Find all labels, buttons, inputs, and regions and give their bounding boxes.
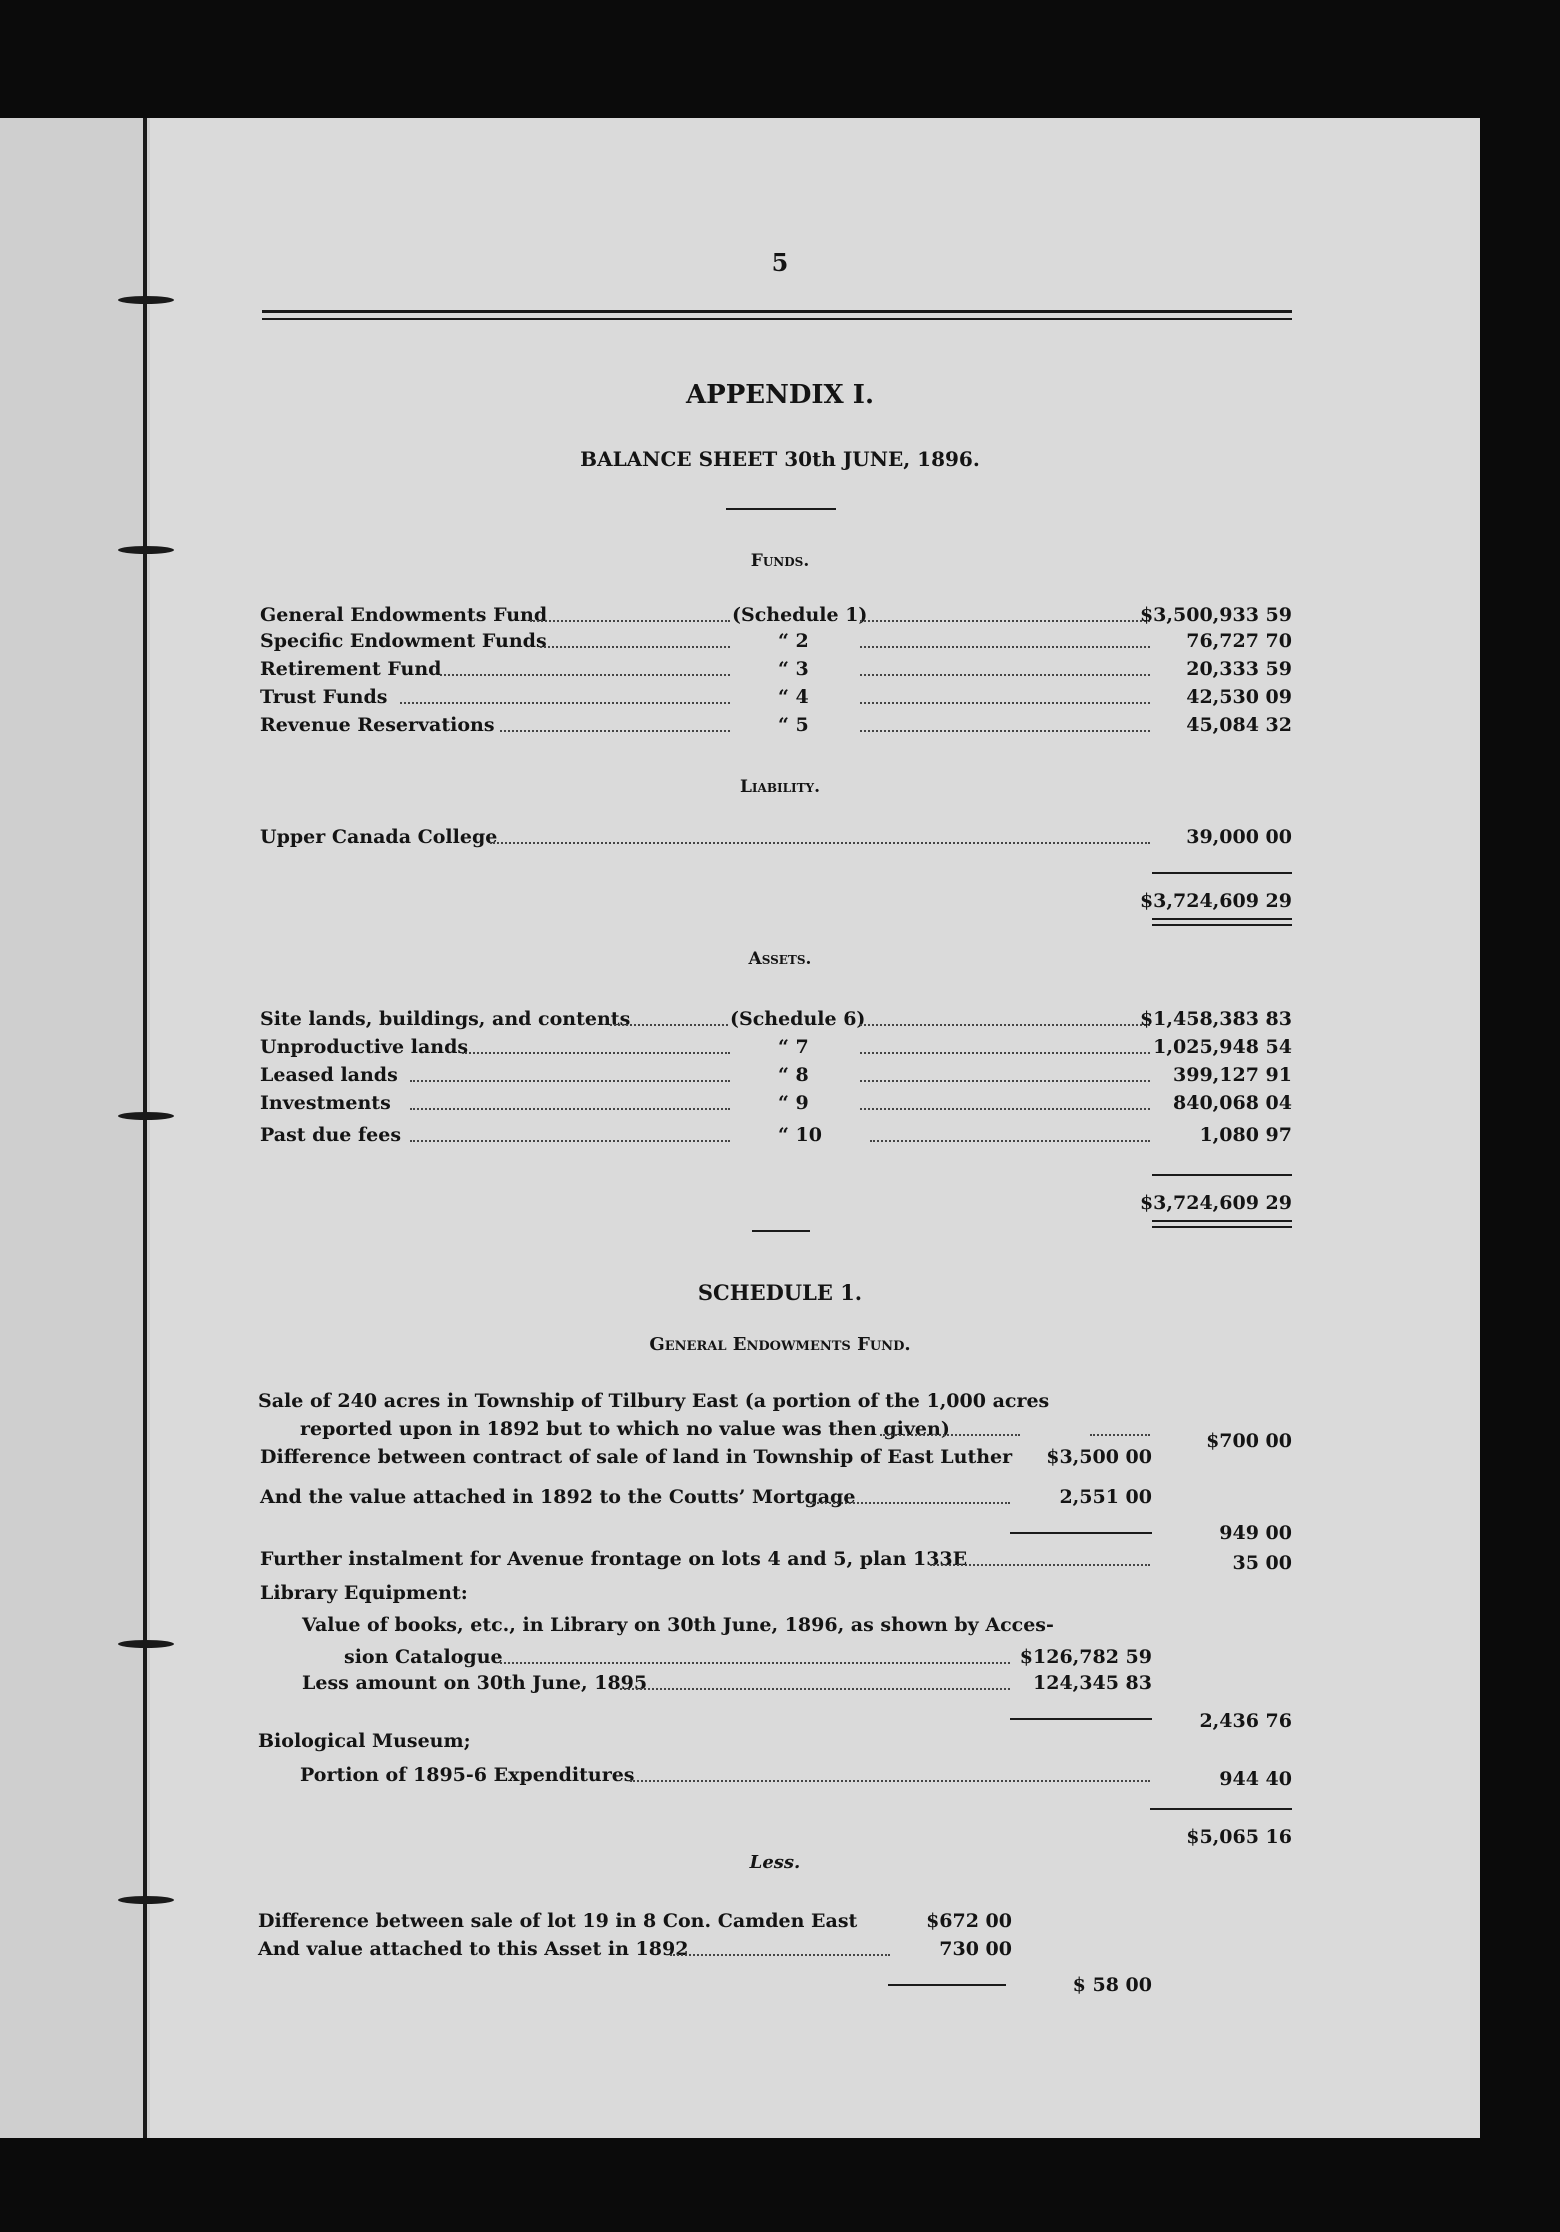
library-amount1: $126,782 59: [1019, 1646, 1152, 1668]
assets-row-label: Leased lands: [260, 1064, 398, 1086]
less-line2: And value attached to this Asset in 1892: [258, 1938, 689, 1960]
assets-row-label: Investments: [260, 1092, 391, 1114]
sum-rule: [1152, 1174, 1292, 1176]
schedule1-line1b: reported upon in 1892 but to which no value was then given): [300, 1418, 950, 1440]
assets-row-label: Unproductive lands: [260, 1036, 469, 1058]
sum-rule: [1152, 872, 1292, 874]
funds-row-amount: 76,727 70: [1186, 630, 1292, 652]
dot-leader: [630, 1780, 1150, 1782]
assets-row-schedule: “ 8: [778, 1064, 809, 1086]
sum-rule: [888, 1984, 1006, 1986]
dot-leader: [410, 1140, 730, 1142]
assets-row-label: Site lands, buildings, and contents: [260, 1008, 631, 1030]
sum-rule: [1150, 1808, 1292, 1810]
library-line3: Less amount on 30th June, 1895: [302, 1672, 648, 1694]
dot-leader: [810, 1502, 1010, 1504]
less-heading: Less.: [749, 1852, 801, 1873]
dot-leader: [440, 674, 730, 676]
assets-total: $3,724,609 29: [1139, 1192, 1292, 1214]
funds-row-amount: $3,500,933 59: [1139, 604, 1292, 626]
funds-row-amount: 20,333 59: [1186, 658, 1292, 680]
dot-leader: [610, 1024, 728, 1026]
header-rule: [262, 318, 1292, 320]
library-line2: sion Catalogue: [344, 1646, 503, 1668]
assets-row-schedule: “ 9: [778, 1092, 809, 1114]
schedule1-line2-amount: $3,500 00: [1046, 1446, 1152, 1468]
dot-leader: [540, 646, 730, 648]
less-line1: Difference between sale of lot 19 in 8 Con. Camden East: [258, 1910, 858, 1932]
schedule1-subtitle: General Endowments Fund.: [649, 1334, 911, 1355]
dot-leader: [490, 842, 1150, 844]
dot-leader: [462, 1052, 730, 1054]
binding-mark: [118, 296, 174, 304]
sum-rule: [1010, 1718, 1152, 1720]
library-line1: Value of books, etc., in Library on 30th June, 1896, as shown by Acces-: [302, 1614, 1054, 1636]
funds-row-label: Trust Funds: [260, 686, 388, 708]
library-amount2: 124,345 83: [1033, 1672, 1152, 1694]
schedule1-line3: And the value attached in 1892 to the Coutts’ Mortgage: [260, 1486, 856, 1508]
museum-line: Portion of 1895-6 Expenditures: [300, 1764, 635, 1786]
museum-heading: Biological Museum;: [258, 1730, 471, 1752]
assets-row-amount: 399,127 91: [1173, 1064, 1292, 1086]
schedule1-line1a: Sale of 240 acres in Township of Tilbury East (a portion of the 1,000 acres: [258, 1390, 1050, 1412]
balance-sheet-title: BALANCE SHEET 30th JUNE, 1896.: [580, 447, 980, 471]
funds-row-label: General Endowments Fund: [260, 604, 548, 626]
funds-row-schedule: “ 4: [778, 686, 809, 708]
dot-leader: [620, 1688, 1010, 1690]
dot-leader: [930, 1564, 1150, 1566]
binding-mark: [118, 1896, 174, 1904]
funds-row-schedule: “ 5: [778, 714, 809, 736]
binding-spine: [143, 118, 147, 2138]
assets-heading: Assets.: [748, 949, 812, 969]
library-diff: 2,436 76: [1199, 1710, 1292, 1732]
funds-row-schedule: (Schedule 1): [732, 604, 868, 626]
schedule1-amount1: $700 00: [1206, 1430, 1292, 1452]
funds-row-schedule: “ 3: [778, 658, 809, 680]
dot-leader: [410, 1108, 730, 1110]
dot-leader: [400, 702, 730, 704]
dot-leader: [410, 1080, 730, 1082]
museum-amount: 944 40: [1219, 1768, 1292, 1790]
assets-row-label: Past due fees: [260, 1124, 402, 1146]
total-rule: [1152, 1220, 1292, 1222]
assets-row-schedule: “ 7: [778, 1036, 809, 1058]
dot-leader: [500, 1662, 1010, 1664]
assets-row-amount: 1,080 97: [1199, 1124, 1292, 1146]
less-result: $ 58 00: [1072, 1974, 1152, 1996]
total-rule: [1152, 1226, 1292, 1228]
liability-heading: Liability.: [739, 777, 821, 797]
dot-leader: [880, 1434, 1020, 1436]
assets-row-schedule: “ 10: [778, 1124, 822, 1146]
funds-row-label: Specific Endowment Funds: [260, 630, 547, 652]
library-heading: Library Equipment:: [260, 1582, 468, 1604]
liability-row-label: Upper Canada College: [260, 826, 498, 848]
schedule1-diff1: 949 00: [1219, 1522, 1292, 1544]
total-rule: [1152, 918, 1292, 920]
funds-row-amount: 45,084 32: [1186, 714, 1292, 736]
assets-row-amount: 840,068 04: [1173, 1092, 1292, 1114]
dot-leader: [530, 620, 730, 622]
header-rule: [262, 310, 1292, 313]
dot-leader: [670, 1954, 890, 1956]
schedule1-line2: Difference between contract of sale of land in Township of East Luther: [260, 1446, 1013, 1468]
liability-row-amount: 39,000 00: [1186, 826, 1292, 848]
total-rule: [1152, 924, 1292, 926]
dot-leader: [500, 730, 730, 732]
binding-mark: [118, 1112, 174, 1120]
binding-mark: [118, 546, 174, 554]
less-amount2: 730 00: [939, 1938, 1012, 1960]
schedule1-line3-amount: 2,551 00: [1059, 1486, 1152, 1508]
schedule1-line4-amount: 35 00: [1232, 1552, 1292, 1574]
binding-mark: [118, 1640, 174, 1648]
section-divider: [726, 508, 836, 510]
appendix-title: APPENDIX I.: [685, 380, 874, 410]
funds-total: $3,724,609 29: [1139, 890, 1292, 912]
funds-row-amount: 42,530 09: [1186, 686, 1292, 708]
schedule1-title: SCHEDULE 1.: [697, 1280, 863, 1305]
funds-heading: Funds.: [750, 551, 810, 571]
funds-row-label: Revenue Reservations: [260, 714, 495, 736]
assets-row-amount: $1,458,383 83: [1139, 1008, 1292, 1030]
assets-row-amount: 1,025,948 54: [1153, 1036, 1292, 1058]
funds-row-label: Retirement Fund: [260, 658, 442, 680]
sum-rule: [1010, 1532, 1152, 1534]
funds-row-schedule: “ 2: [778, 630, 809, 652]
less-amount1: $672 00: [926, 1910, 1012, 1932]
schedule1-line4: Further instalment for Avenue frontage on lots 4 and 5, plan 133E: [260, 1548, 968, 1570]
schedule1-subtotal: $5,065 16: [1186, 1826, 1292, 1848]
assets-row-schedule: (Schedule 6): [730, 1008, 866, 1030]
facing-page-edge: [0, 118, 150, 2138]
section-divider: [752, 1230, 810, 1232]
page-number: 5: [771, 248, 789, 277]
